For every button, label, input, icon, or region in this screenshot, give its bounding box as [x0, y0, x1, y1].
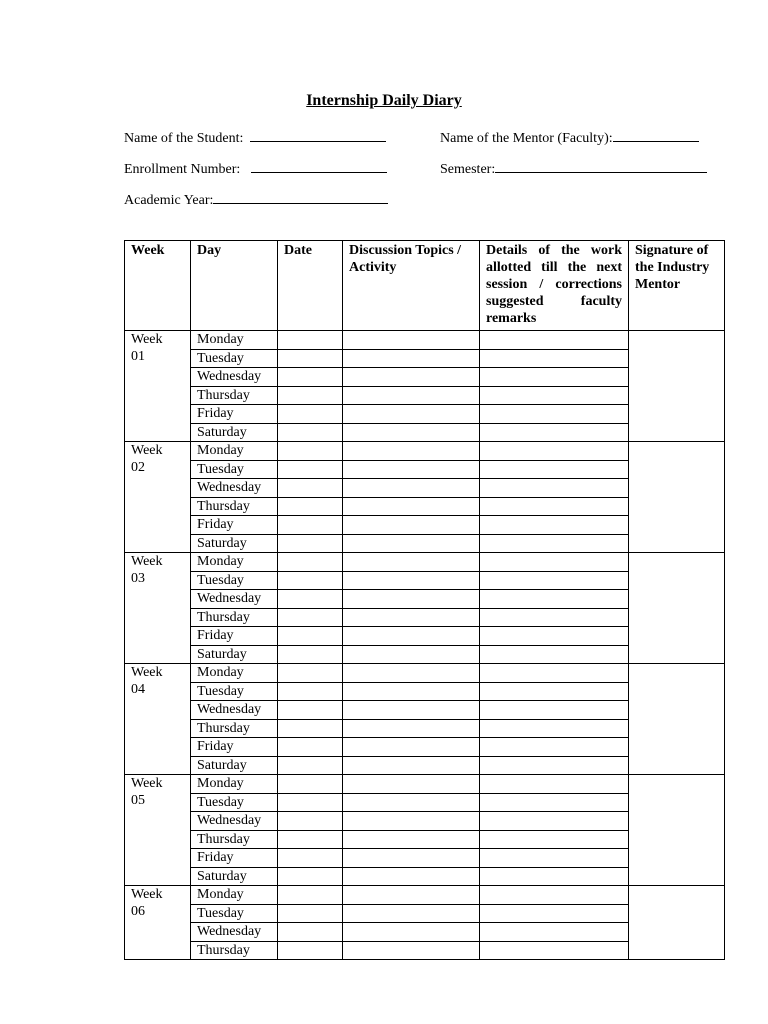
date-cell[interactable]: [278, 867, 343, 886]
work-details-cell[interactable]: [480, 719, 629, 738]
discussion-topic-cell[interactable]: [343, 867, 480, 886]
work-details-cell[interactable]: [480, 849, 629, 868]
date-cell[interactable]: [278, 682, 343, 701]
discussion-topic-cell[interactable]: [343, 497, 480, 516]
discussion-topic-cell[interactable]: [343, 553, 480, 572]
table-row: [125, 664, 725, 683]
work-details-cell[interactable]: [480, 349, 629, 368]
work-details-cell[interactable]: [480, 645, 629, 664]
work-details-cell[interactable]: [480, 405, 629, 424]
column-header-day: Day: [191, 241, 278, 331]
day-cell: Thursday: [191, 608, 278, 627]
week-label-cell: Week 02: [125, 442, 191, 553]
date-cell[interactable]: [278, 497, 343, 516]
day-cell: Monday: [191, 553, 278, 572]
date-cell[interactable]: [278, 516, 343, 535]
discussion-topic-cell[interactable]: [343, 738, 480, 757]
work-details-cell[interactable]: [480, 904, 629, 923]
discussion-topic-cell[interactable]: [343, 941, 480, 960]
diary-table: [124, 240, 725, 960]
date-cell[interactable]: [278, 368, 343, 387]
work-details-cell[interactable]: [480, 331, 629, 350]
date-cell[interactable]: [278, 923, 343, 942]
day-cell: Friday: [191, 849, 278, 868]
discussion-topic-cell[interactable]: [343, 886, 480, 905]
day-cell: Wednesday: [191, 812, 278, 831]
week-label-cell: Week 04: [125, 664, 191, 775]
work-details-cell[interactable]: [480, 386, 629, 405]
academic-year-label: Academic Year:: [124, 193, 214, 208]
day-cell: Tuesday: [191, 571, 278, 590]
discussion-topic-cell[interactable]: [343, 423, 480, 442]
day-cell: Friday: [191, 405, 278, 424]
mentor-signature-cell[interactable]: [629, 331, 725, 442]
discussion-topic-cell[interactable]: [343, 682, 480, 701]
enrollment-blank[interactable]: [251, 158, 387, 173]
day-cell: Wednesday: [191, 701, 278, 720]
work-details-cell[interactable]: [480, 682, 629, 701]
day-cell: Wednesday: [191, 368, 278, 387]
work-details-cell[interactable]: [480, 756, 629, 775]
discussion-topic-cell[interactable]: [343, 664, 480, 683]
work-details-cell[interactable]: [480, 941, 629, 960]
discussion-topic-cell[interactable]: [343, 405, 480, 424]
work-details-cell[interactable]: [480, 460, 629, 479]
date-cell[interactable]: [278, 830, 343, 849]
date-cell[interactable]: [278, 701, 343, 720]
date-cell[interactable]: [278, 627, 343, 646]
date-cell[interactable]: [278, 793, 343, 812]
discussion-topic-cell[interactable]: [343, 442, 480, 461]
mentor-name-blank[interactable]: [613, 127, 699, 142]
day-cell: Monday: [191, 442, 278, 461]
work-details-cell[interactable]: [480, 923, 629, 942]
work-details-cell[interactable]: [480, 590, 629, 609]
date-cell[interactable]: [278, 423, 343, 442]
discussion-topic-cell[interactable]: [343, 516, 480, 535]
work-details-cell[interactable]: [480, 627, 629, 646]
discussion-topic-cell[interactable]: [343, 368, 480, 387]
work-details-cell[interactable]: [480, 886, 629, 905]
day-cell: Saturday: [191, 645, 278, 664]
date-cell[interactable]: [278, 756, 343, 775]
day-cell: Friday: [191, 516, 278, 535]
day-cell: Tuesday: [191, 460, 278, 479]
date-cell[interactable]: [278, 941, 343, 960]
day-cell: Monday: [191, 775, 278, 794]
table-row: [125, 553, 725, 572]
column-header-week: Week: [125, 241, 191, 331]
discussion-topic-cell[interactable]: [343, 830, 480, 849]
work-details-cell[interactable]: [480, 534, 629, 553]
student-name-field: [124, 127, 386, 147]
day-cell: Saturday: [191, 756, 278, 775]
day-cell: Tuesday: [191, 682, 278, 701]
date-cell[interactable]: [278, 460, 343, 479]
mentor-signature-cell[interactable]: [629, 553, 725, 664]
work-details-cell[interactable]: [480, 830, 629, 849]
discussion-topic-cell[interactable]: [343, 627, 480, 646]
date-cell[interactable]: [278, 645, 343, 664]
work-details-cell[interactable]: [480, 423, 629, 442]
work-details-cell[interactable]: [480, 516, 629, 535]
day-cell: Wednesday: [191, 923, 278, 942]
work-details-cell[interactable]: [480, 738, 629, 757]
work-details-cell[interactable]: [480, 479, 629, 498]
table-row: [125, 886, 725, 905]
academic-year-blank[interactable]: [213, 189, 388, 204]
date-cell[interactable]: [278, 553, 343, 572]
day-cell: Thursday: [191, 830, 278, 849]
date-cell[interactable]: [278, 405, 343, 424]
day-cell: Wednesday: [191, 590, 278, 609]
work-details-cell[interactable]: [480, 775, 629, 794]
date-cell[interactable]: [278, 534, 343, 553]
date-cell[interactable]: [278, 349, 343, 368]
semester-field: [440, 158, 707, 178]
column-header-work-details: Details of the work allotted till the next session / corrections suggested faculty remarks: [480, 241, 629, 331]
day-cell: Saturday: [191, 423, 278, 442]
discussion-topic-cell[interactable]: [343, 719, 480, 738]
work-details-cell[interactable]: [480, 812, 629, 831]
date-cell[interactable]: [278, 904, 343, 923]
date-cell[interactable]: [278, 608, 343, 627]
mentor-signature-cell[interactable]: [629, 442, 725, 553]
document-title: Internship Daily Diary: [306, 92, 462, 109]
table-row: [125, 775, 725, 794]
day-cell: Tuesday: [191, 349, 278, 368]
day-cell: Saturday: [191, 534, 278, 553]
date-cell[interactable]: [278, 849, 343, 868]
work-details-cell[interactable]: [480, 571, 629, 590]
work-details-cell[interactable]: [480, 608, 629, 627]
date-cell[interactable]: [278, 590, 343, 609]
discussion-topic-cell[interactable]: [343, 590, 480, 609]
day-cell: Thursday: [191, 941, 278, 960]
academic-year-field: [124, 189, 388, 209]
discussion-topic-cell[interactable]: [343, 386, 480, 405]
work-details-cell[interactable]: [480, 442, 629, 461]
day-cell: Monday: [191, 331, 278, 350]
day-cell: Friday: [191, 738, 278, 757]
discussion-topic-cell[interactable]: [343, 534, 480, 553]
discussion-topic-cell[interactable]: [343, 608, 480, 627]
table-header-row: [125, 241, 725, 331]
discussion-topic-cell[interactable]: [343, 349, 480, 368]
date-cell[interactable]: [278, 479, 343, 498]
discussion-topic-cell[interactable]: [343, 793, 480, 812]
week-label-cell: Week 03: [125, 553, 191, 664]
date-cell[interactable]: [278, 664, 343, 683]
discussion-topic-cell[interactable]: [343, 923, 480, 942]
date-cell[interactable]: [278, 719, 343, 738]
date-cell[interactable]: [278, 386, 343, 405]
day-cell: Tuesday: [191, 904, 278, 923]
semester-label: Semester:: [440, 162, 496, 177]
discussion-topic-cell[interactable]: [343, 756, 480, 775]
table-row: [125, 442, 725, 461]
week-label-cell: Week 05: [125, 775, 191, 886]
day-cell: Tuesday: [191, 793, 278, 812]
day-cell: Wednesday: [191, 479, 278, 498]
work-details-cell[interactable]: [480, 664, 629, 683]
discussion-topic-cell[interactable]: [343, 904, 480, 923]
discussion-topic-cell[interactable]: [343, 460, 480, 479]
work-details-cell[interactable]: [480, 368, 629, 387]
discussion-topic-cell[interactable]: [343, 701, 480, 720]
mentor-name-label: Name of the Mentor (Faculty):: [440, 131, 613, 146]
day-cell: Monday: [191, 886, 278, 905]
mentor-signature-cell[interactable]: [629, 886, 725, 960]
week-label-cell: Week 06: [125, 886, 191, 960]
table-row: [125, 331, 725, 350]
student-name-blank[interactable]: [250, 127, 386, 142]
date-cell[interactable]: [278, 812, 343, 831]
day-cell: Saturday: [191, 867, 278, 886]
discussion-topic-cell[interactable]: [343, 812, 480, 831]
date-cell[interactable]: [278, 571, 343, 590]
mentor-name-field: [440, 127, 699, 147]
work-details-cell[interactable]: [480, 553, 629, 572]
discussion-topic-cell[interactable]: [343, 775, 480, 794]
work-details-cell[interactable]: [480, 701, 629, 720]
discussion-topic-cell[interactable]: [343, 645, 480, 664]
work-details-cell[interactable]: [480, 867, 629, 886]
student-name-label: Name of the Student:: [124, 131, 244, 146]
day-cell: Thursday: [191, 386, 278, 405]
mentor-signature-cell[interactable]: [629, 664, 725, 775]
discussion-topic-cell[interactable]: [343, 331, 480, 350]
date-cell[interactable]: [278, 886, 343, 905]
diary-table-body: [125, 331, 725, 960]
mentor-signature-cell[interactable]: [629, 775, 725, 886]
date-cell[interactable]: [278, 775, 343, 794]
work-details-cell[interactable]: [480, 497, 629, 516]
date-cell[interactable]: [278, 738, 343, 757]
column-header-date: Date: [278, 241, 343, 331]
work-details-cell[interactable]: [480, 793, 629, 812]
column-header-discussion-topics: Discussion Topics / Activity: [343, 241, 480, 331]
day-cell: Monday: [191, 664, 278, 683]
day-cell: Thursday: [191, 719, 278, 738]
enrollment-label: Enrollment Number:: [124, 162, 241, 177]
day-cell: Friday: [191, 627, 278, 646]
week-label-cell: Week 01: [125, 331, 191, 442]
date-cell[interactable]: [278, 442, 343, 461]
discussion-topic-cell[interactable]: [343, 571, 480, 590]
enrollment-field: [124, 158, 387, 178]
day-cell: Thursday: [191, 497, 278, 516]
discussion-topic-cell[interactable]: [343, 849, 480, 868]
date-cell[interactable]: [278, 331, 343, 350]
discussion-topic-cell[interactable]: [343, 479, 480, 498]
semester-blank[interactable]: [495, 158, 707, 173]
column-header-mentor-signature: Signature of the Industry Mentor: [629, 241, 725, 331]
